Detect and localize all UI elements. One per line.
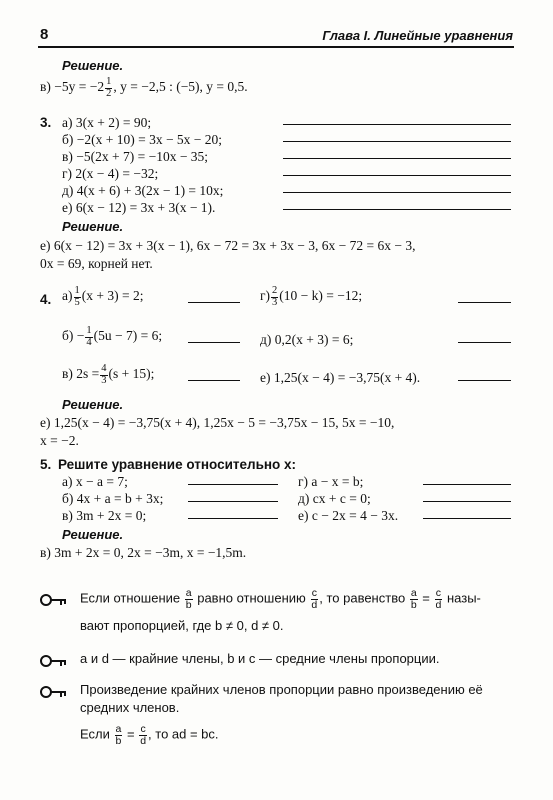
- solution-label: Решение.: [62, 219, 124, 234]
- solution-label: Решение.: [62, 527, 124, 542]
- task5-title: Решите уравнение относительно x:: [58, 457, 297, 472]
- solution-label: Решение.: [62, 58, 124, 73]
- rule2: a и d — крайние члены, b и c — средние члены пропорции.: [80, 651, 440, 666]
- task4-item-v: в) 2s = $\frac{4}{3}$ (s + 15);: [62, 363, 155, 386]
- answer-line: [283, 158, 511, 159]
- key-icon: [40, 655, 66, 667]
- task5-solution: в) 3m + 2x = 0, 2x = −3m, x = −1,5m.: [40, 545, 247, 560]
- answer-line: [283, 192, 511, 193]
- rule1-line2: вают пропорцией, где b ≠ 0, d ≠ 0.: [80, 618, 284, 633]
- key-icon: [40, 686, 66, 698]
- answer-line: [188, 342, 240, 343]
- rule3-line1: Произведение крайних членов пропорции равно произведению её: [80, 682, 483, 697]
- task4-item-d: д) 0,2(x + 3) = 6;: [260, 332, 354, 347]
- rule3-formula: Если $\frac{a}{b}$ = $\frac{c}{d}$ , то ad = bc.: [80, 723, 219, 747]
- answer-line: [283, 141, 511, 142]
- task5-item-b: б) 4x + a = b + 3x;: [62, 491, 164, 506]
- answer-line: [283, 175, 511, 176]
- task4-solution-line2: x = −2.: [40, 433, 79, 448]
- task3-solution-line2: 0x = 69, корней нет.: [40, 256, 153, 271]
- task3-item-d: д) 4(x + 6) + 3(2x − 1) = 10x;: [62, 183, 224, 198]
- answer-line: [188, 302, 240, 303]
- solution-label: Решение.: [62, 397, 124, 412]
- task4-item-a: а) $\frac{1}{5}$ (x + 3) = 2;: [62, 285, 144, 308]
- answer-line: [458, 302, 511, 303]
- top-solution-line: в) −5y = −2 $\frac{1}{2}$ , y = −2,5 : (−5), y = 0,5.: [40, 76, 248, 99]
- answer-line: [423, 501, 511, 502]
- task3-item-v: в) −5(2x + 7) = −10x − 35;: [62, 149, 209, 164]
- answer-line: [423, 484, 511, 485]
- task5-item-e: е) c − 2x = 4 − 3x.: [298, 508, 399, 523]
- task4-solution-line1: е) 1,25(x − 4) = −3,75(x + 4), 1,25x − 5 = −3,75x − 15, 5x = −10,: [40, 415, 395, 430]
- answer-line: [188, 484, 278, 485]
- task4-item-b: б) − $\frac{1}{4}$ (5u − 7) = 6;: [62, 325, 163, 348]
- page-number: 8: [40, 26, 49, 43]
- task3-item-a: а) 3(x + 2) = 90;: [62, 115, 152, 130]
- task4-item-g: г) $\frac{2}{3}$ (10 − k) = −12;: [260, 285, 363, 308]
- chapter-title: Глава I. Линейные уравнения: [322, 28, 513, 43]
- header-rule: [38, 46, 514, 48]
- task3-solution-line1: е) 6(x − 12) = 3x + 3(x − 1), 6x − 72 = 3x + 3x − 3, 6x − 72 = 6x − 3,: [40, 238, 416, 253]
- key-icon: [40, 594, 66, 606]
- task3-item-b: б) −2(x + 10) = 3x − 5x − 20;: [62, 132, 223, 147]
- task3-number: 3.: [40, 115, 52, 130]
- answer-line: [188, 380, 240, 381]
- answer-line: [188, 501, 278, 502]
- answer-line: [423, 518, 511, 519]
- rule3-line2: средних членов.: [80, 700, 180, 715]
- task5-item-v: в) 3m + 2x = 0;: [62, 508, 147, 523]
- task5-item-a: а) x − a = 7;: [62, 474, 128, 489]
- task4-item-e: е) 1,25(x − 4) = −3,75(x + 4).: [260, 370, 421, 385]
- answer-line: [283, 209, 511, 210]
- rule1-line1: Если отношение $\frac{a}{b}$ равно отношению $\frac{c}{d}$ , то равенство $\frac{a}{b}$ = $\frac{c}{d}$ назы-: [80, 587, 481, 611]
- task4-number: 4.: [40, 292, 52, 307]
- task3-item-e: е) 6(x − 12) = 3x + 3(x − 1).: [62, 200, 216, 215]
- fraction: $\frac{1}{2}$: [106, 76, 112, 99]
- task3-item-g: г) 2(x − 4) = −32;: [62, 166, 159, 181]
- answer-line: [188, 518, 278, 519]
- answer-line: [283, 124, 511, 125]
- task5-item-g: г) a − x = b;: [298, 474, 364, 489]
- answer-line: [458, 342, 511, 343]
- answer-line: [458, 380, 511, 381]
- task5-number: 5.: [40, 457, 52, 472]
- task5-item-d: д) cx + c = 0;: [298, 491, 371, 506]
